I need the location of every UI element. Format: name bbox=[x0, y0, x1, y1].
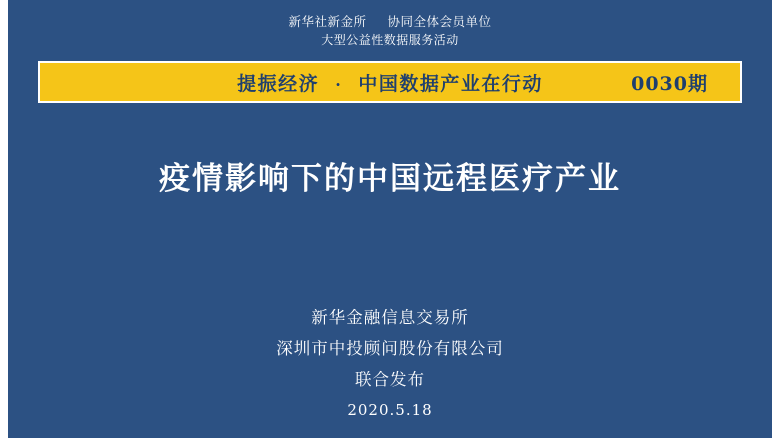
banner-issue-number: 0030期 bbox=[631, 72, 708, 95]
footer-org-2: 深圳市中投顾问股份有限公司 bbox=[276, 339, 504, 358]
slide-header bbox=[8, 0, 772, 50]
banner-left-text: 提振经济 bbox=[237, 72, 320, 95]
slide-left-margin bbox=[0, 0, 8, 438]
footer-publish-note: 联合发布 bbox=[355, 370, 425, 389]
title-banner bbox=[38, 61, 742, 103]
slide-content bbox=[8, 0, 772, 438]
footer-date: 2020.5.18 bbox=[347, 401, 433, 419]
page-title: 疫情影响下的中国远程医疗产业 bbox=[159, 161, 621, 197]
slide-right-margin bbox=[772, 0, 780, 438]
banner-main-text bbox=[237, 69, 543, 96]
header-organizer: 新华社新金所 bbox=[288, 14, 367, 29]
header-participants: 协同全体会员单位 bbox=[387, 14, 492, 29]
footer-org-1: 新华金融信息交易所 bbox=[311, 308, 469, 327]
banner-separator: · bbox=[335, 75, 343, 94]
header-line-1 bbox=[8, 12, 772, 31]
header-line-2: 大型公益性数据服务活动 bbox=[321, 33, 459, 47]
slide-footer bbox=[8, 302, 772, 426]
banner-right-text: 中国数据产业在行动 bbox=[358, 72, 543, 95]
